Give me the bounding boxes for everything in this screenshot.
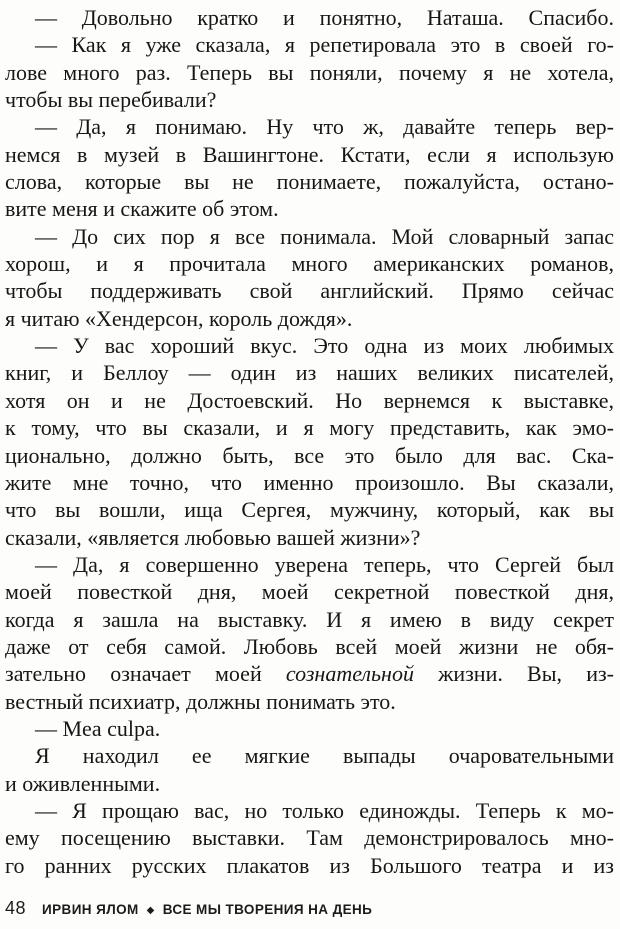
text-line	[5, 195, 614, 222]
text-line	[5, 277, 614, 304]
text-line	[5, 250, 614, 277]
text-line	[5, 688, 614, 715]
text-line	[5, 31, 614, 58]
text-line	[5, 59, 614, 86]
text-segment: даже от себя самой. Любовь всей моей жизни не обя-	[5, 633, 614, 659]
text-segment: жите мне точно, что именно произошло. Вы сказали,	[5, 469, 614, 495]
text-line	[5, 168, 614, 195]
text-segment: я читаю «Хендерсон, король дождя».	[5, 305, 353, 331]
text-line	[5, 305, 614, 332]
text-line	[5, 660, 614, 687]
text-segment: лове много раз. Теперь вы поняли, почему я не хотела,	[5, 59, 614, 85]
text-line	[5, 797, 614, 824]
running-title	[42, 902, 372, 917]
text-line	[5, 852, 614, 879]
text-segment: — Mea culpa.	[35, 715, 161, 741]
emphasized-text: сознательной	[285, 661, 414, 687]
text-segment: ему посещению выставки. Там демонстрировалось мно-	[5, 825, 614, 851]
text-segment: Я находил ее мягкие выпады очаровательными	[35, 743, 614, 769]
footer-book-title: ВСЕ МЫ ТВОРЕНИЯ НА ДЕНЬ	[162, 902, 373, 917]
text-segment: ционально, должно быть, все это было для вас. Ска-	[5, 442, 614, 468]
text-segment: — Как я уже сказала, я репетировала это в своей го-	[35, 32, 614, 58]
text-segment: — Да, я совершенно уверена теперь, что Сергей был	[35, 551, 614, 577]
text-line	[5, 141, 614, 168]
text-line	[5, 824, 614, 851]
text-line	[5, 332, 614, 359]
text-segment: чтобы вы перебивали?	[5, 87, 217, 113]
text-segment: книг, и Беллоу — один из наших великих писателей,	[5, 360, 614, 386]
text-segment: жизни. Вы, из-	[413, 661, 614, 687]
text-line	[5, 387, 614, 414]
text-segment: — Я прощаю вас, но только единожды. Теперь к мо-	[35, 797, 614, 823]
text-segment: вите меня и скажите об этом.	[5, 196, 279, 222]
text-segment: когда я зашла на выставку. И я имею в виду секрет	[5, 606, 614, 632]
text-segment: хорош, и я прочитала много американских романов,	[5, 251, 614, 277]
body-text	[5, 4, 614, 879]
text-segment: что вы вошли, ища Сергея, мужчину, который, как вы	[5, 497, 614, 523]
text-segment: к тому, что вы сказали, и я могу представить, как эмо-	[5, 415, 614, 441]
text-line	[5, 414, 614, 441]
text-segment: чтобы поддерживать свой английский. Прямо сейчас	[5, 278, 614, 304]
text-line	[5, 715, 614, 742]
text-segment: — Довольно кратко и понятно, Наташа. Спасибо.	[35, 5, 614, 30]
text-line	[5, 633, 614, 660]
text-segment: слова, которые вы не понимаете, пожалуйста, остано-	[5, 169, 614, 195]
page-footer	[5, 898, 614, 919]
text-segment: моей повесткой дня, моей секретной повесткой дня,	[5, 579, 614, 605]
text-line	[5, 770, 614, 797]
text-line	[5, 742, 614, 769]
text-line	[5, 223, 614, 250]
text-line	[5, 469, 614, 496]
text-line	[5, 496, 614, 523]
page-number: 48	[5, 898, 27, 918]
text-segment: — До сих пор я все понимала. Мой словарный запас	[35, 223, 614, 249]
text-line	[5, 606, 614, 633]
text-line	[5, 578, 614, 605]
text-segment: вестный психиатр, должны понимать это.	[5, 688, 396, 714]
footer-author: ИРВИН ЯЛОМ	[42, 902, 139, 917]
text-segment: сказали, «является любовью вашей жизни»?	[5, 524, 421, 550]
text-segment: немся в музей в Вашингтоне. Кстати, если я использую	[5, 141, 614, 167]
text-line	[5, 442, 614, 469]
text-segment: го ранних русских плакатов из Большого театра и из	[5, 852, 614, 878]
text-line	[5, 86, 614, 113]
text-line	[5, 4, 614, 31]
text-line	[5, 551, 614, 578]
text-segment: и оживленными.	[5, 770, 161, 796]
text-segment: хотя он и не Достоевский. Но вернемся к выставке,	[5, 387, 614, 413]
text-line	[5, 359, 614, 386]
text-segment: зательно означает моей	[5, 661, 286, 687]
text-segment: — У вас хороший вкус. Это одна из моих любимых	[35, 333, 614, 359]
diamond-icon: ◆	[146, 905, 155, 916]
text-segment: — Да, я понимаю. Ну что ж, давайте теперь вер-	[35, 114, 614, 140]
text-line	[5, 524, 614, 551]
text-line	[5, 113, 614, 140]
